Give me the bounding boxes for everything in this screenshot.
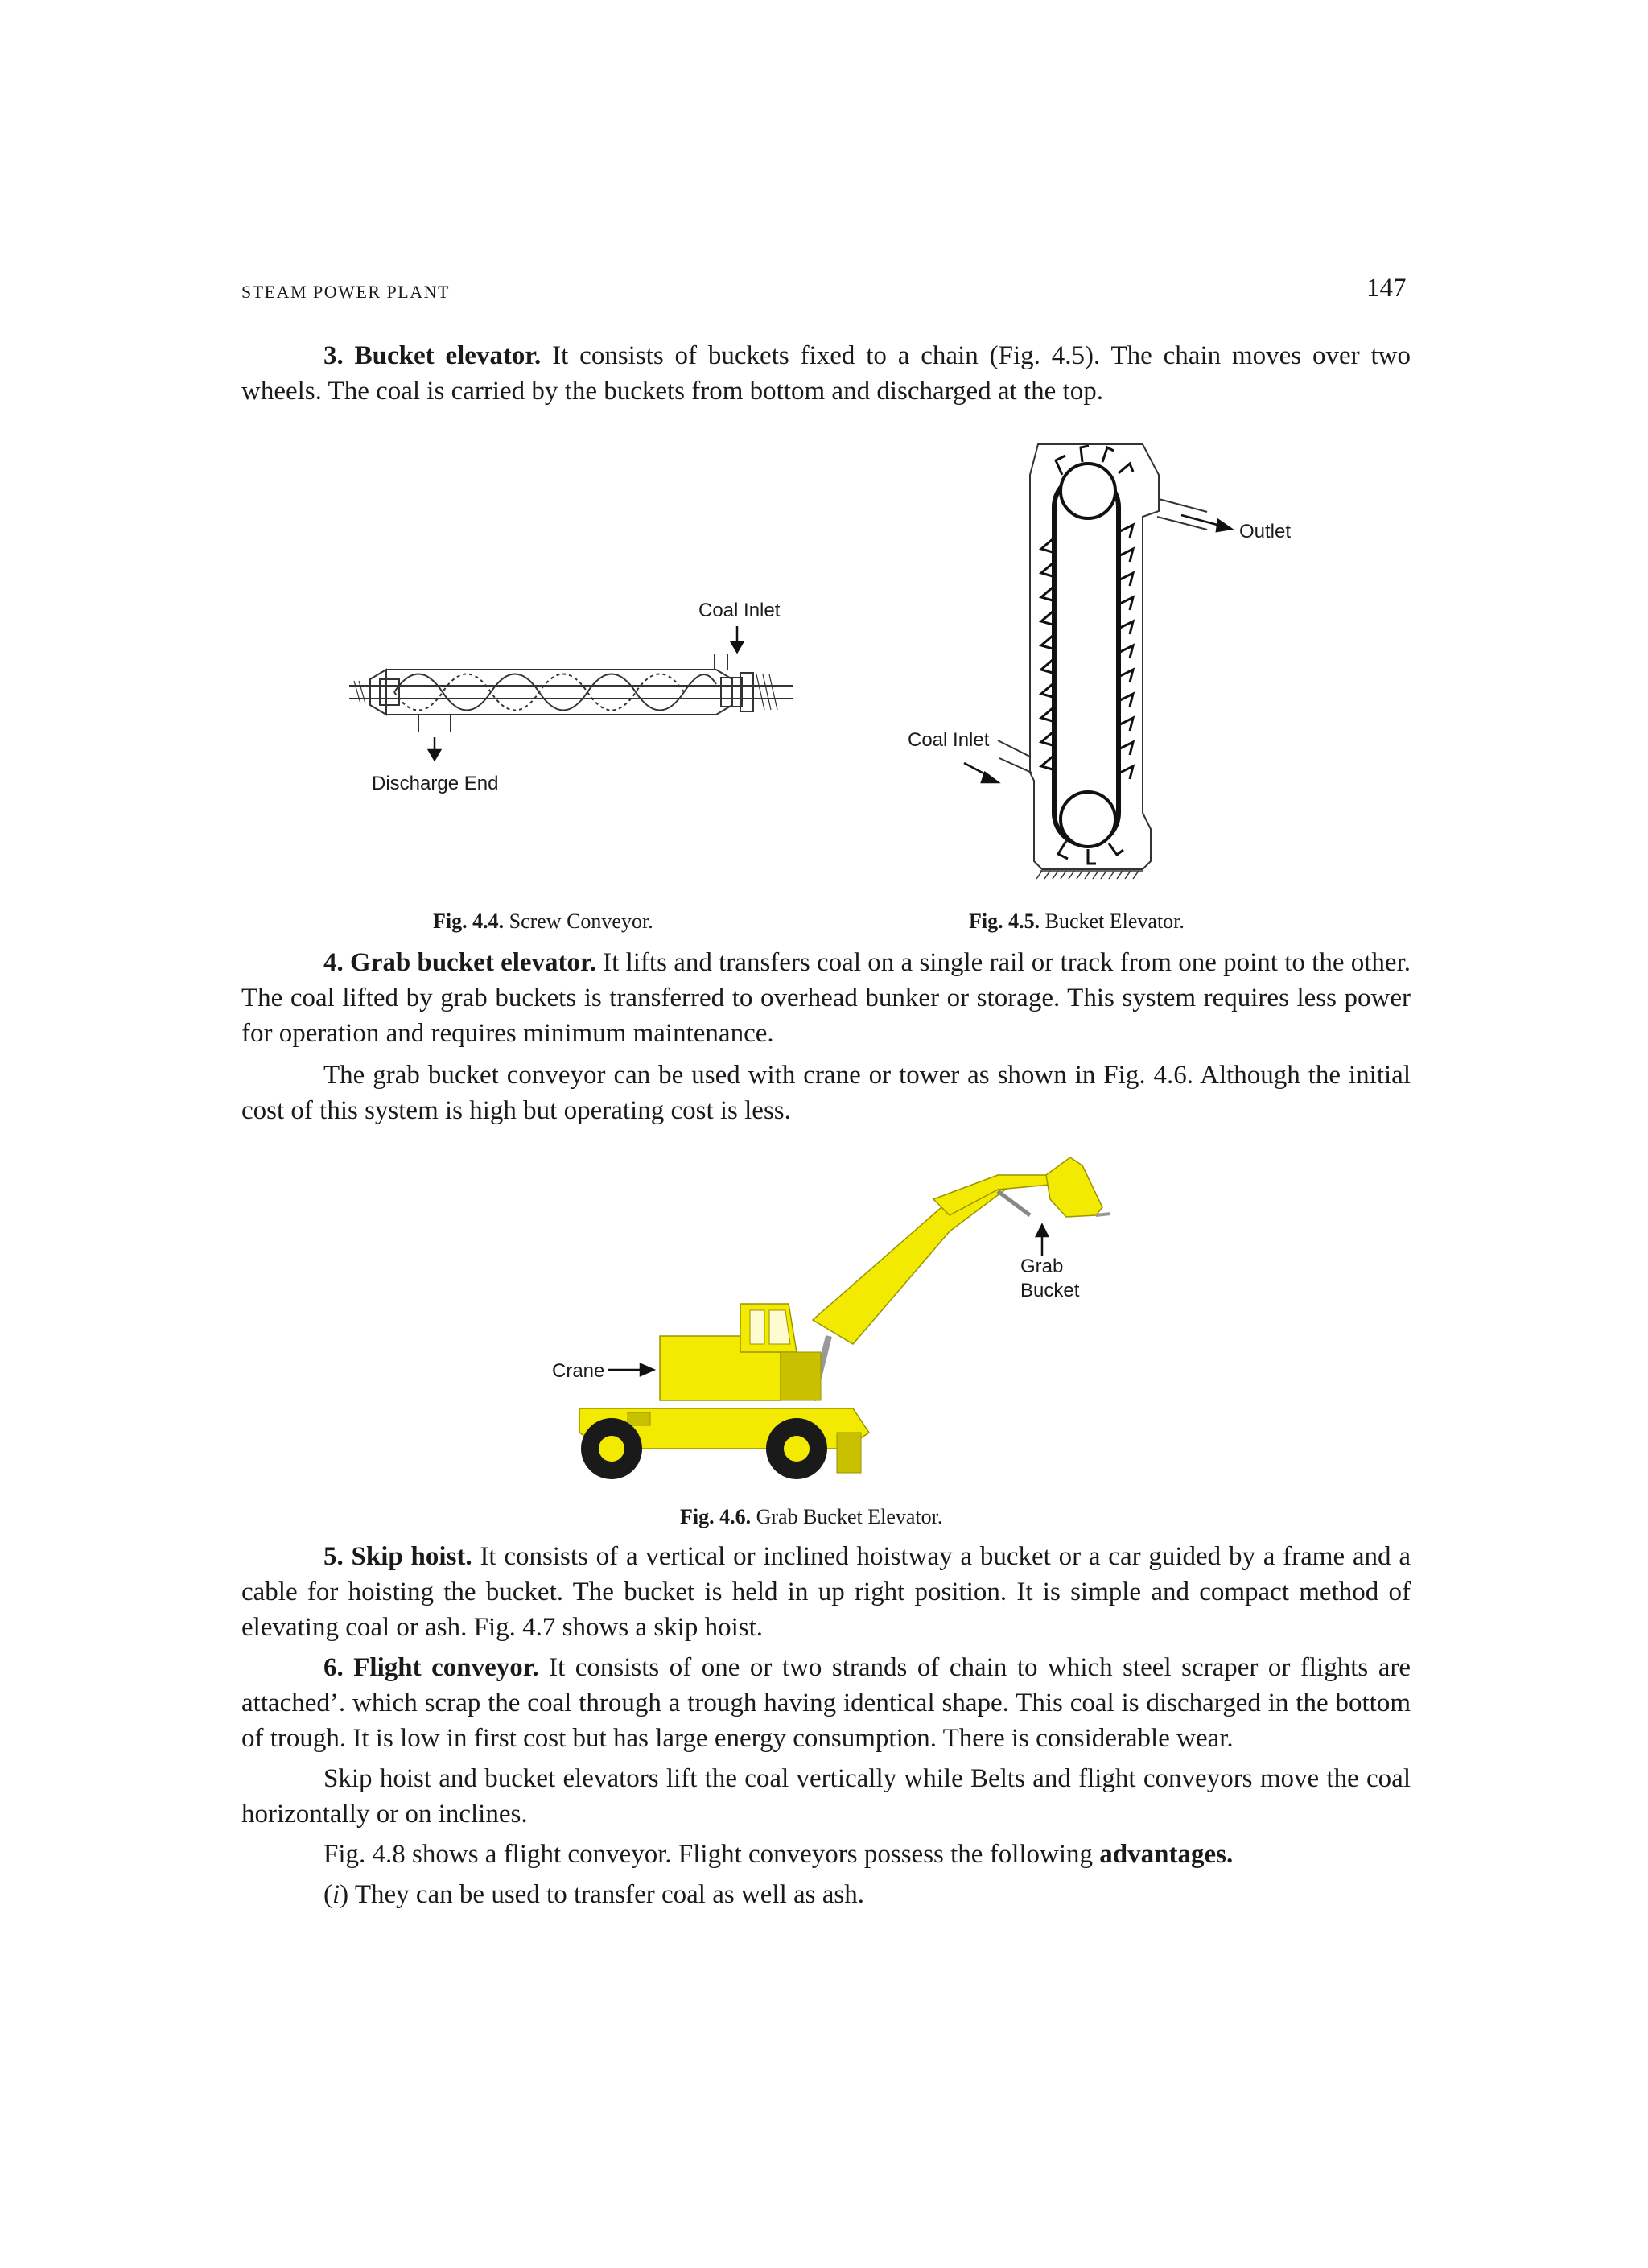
- advantage-1-text: They can be used to transfer coal as well as ash.: [348, 1880, 864, 1909]
- text-bucket-elevator: It consists of buckets fixed to a chain (Fig. 4.5). The chain moves over two wheels. The coal is carried by the buckets from bottom and discharged at the top.: [241, 341, 1411, 406]
- heading-grab-bucket: 4. Grab bucket elevator.: [323, 948, 596, 977]
- running-head: STEAM POWER PLANT: [241, 282, 450, 302]
- paragraph-advantages-intro: [241, 1837, 1411, 1872]
- caption-fig-4-5-text: Bucket Elevator.: [1040, 909, 1184, 933]
- text-advantages-intro: Fig. 4.8 shows a flight conveyor. Flight conveyors possess the following: [323, 1840, 1100, 1869]
- grab-bucket-crane-diagram: [547, 1143, 1127, 1489]
- caption-fig-4-6-text: Grab Bucket Elevator.: [751, 1505, 943, 1528]
- caption-fig-4-5: [969, 909, 1184, 934]
- paragraph-skip-hoist: [241, 1539, 1411, 1645]
- label-crane: Crane: [552, 1360, 605, 1382]
- advantage-1-marker: i: [332, 1880, 340, 1909]
- paragraph-grab-bucket: [241, 945, 1411, 1051]
- bold-advantages: advantages.: [1099, 1840, 1234, 1869]
- caption-fig-4-4-text: Screw Conveyor.: [504, 909, 653, 933]
- caption-fig-4-5-number: Fig. 4.5.: [969, 909, 1040, 933]
- caption-fig-4-4: [433, 909, 653, 934]
- heading-skip-hoist: 5. Skip hoist.: [323, 1542, 472, 1571]
- page-number: 147: [1366, 274, 1407, 303]
- paragraph-bucket-elevator: [241, 338, 1411, 409]
- label-outlet: Outlet: [1239, 521, 1292, 542]
- paragraph-skip-vs-belt: Skip hoist and bucket elevators lift the coal vertically while Belts and flight conveyors move the coal horizontally or on inclines.: [241, 1764, 1411, 1829]
- label-coal-inlet-screw: Coal Inlet: [698, 600, 781, 621]
- paragraph-grab-bucket-2: The grab bucket conveyor can be used with crane or tower as shown in Fig. 4.6. Although the initial cost of this system is high but operating cost is less.: [241, 1061, 1411, 1125]
- label-grab: Grab: [1020, 1256, 1064, 1277]
- label-coal-inlet-elevator: Coal Inlet: [908, 729, 990, 751]
- heading-flight-conveyor: 6. Flight conveyor.: [323, 1653, 539, 1682]
- label-discharge-end: Discharge End: [372, 773, 499, 794]
- text-flight-conveyor: It consists of one or two strands of chain to which steel scraper or flights are attached’. which scrap the coal through a trough having identical shape. This coal is discharged in the bottom of trough. It is low in first cost but has large energy consumption. There is considerable wear.: [241, 1653, 1411, 1753]
- text-skip-hoist: It consists of a vertical or inclined hoistway a bucket or a car guided by a frame and a cable for hoisting the bucket. The bucket is held in up right position. It is simple and compact method of elevating coal or ash. Fig. 4.7 shows a skip hoist.: [241, 1542, 1411, 1642]
- bucket-elevator-diagram: [901, 443, 1320, 885]
- heading-bucket-elevator: 3. Bucket elevator.: [323, 341, 542, 370]
- text-grab-bucket: It lifts and transfers coal on a single rail or track from one point to the other. The coal lifted by grab buckets is transferred to overhead bunker or storage. This system requires less power for operation and requires minimum maintenance.: [241, 948, 1411, 1048]
- caption-fig-4-6-number: Fig. 4.6.: [680, 1505, 752, 1528]
- label-bucket: Bucket: [1020, 1280, 1080, 1301]
- paragraph-flight-conveyor: [241, 1650, 1411, 1756]
- caption-fig-4-4-number: Fig. 4.4.: [433, 909, 505, 933]
- list-item-advantage-1: (i) They can be used to transfer coal as well as ash.: [323, 1880, 864, 1909]
- caption-fig-4-6: [680, 1505, 942, 1529]
